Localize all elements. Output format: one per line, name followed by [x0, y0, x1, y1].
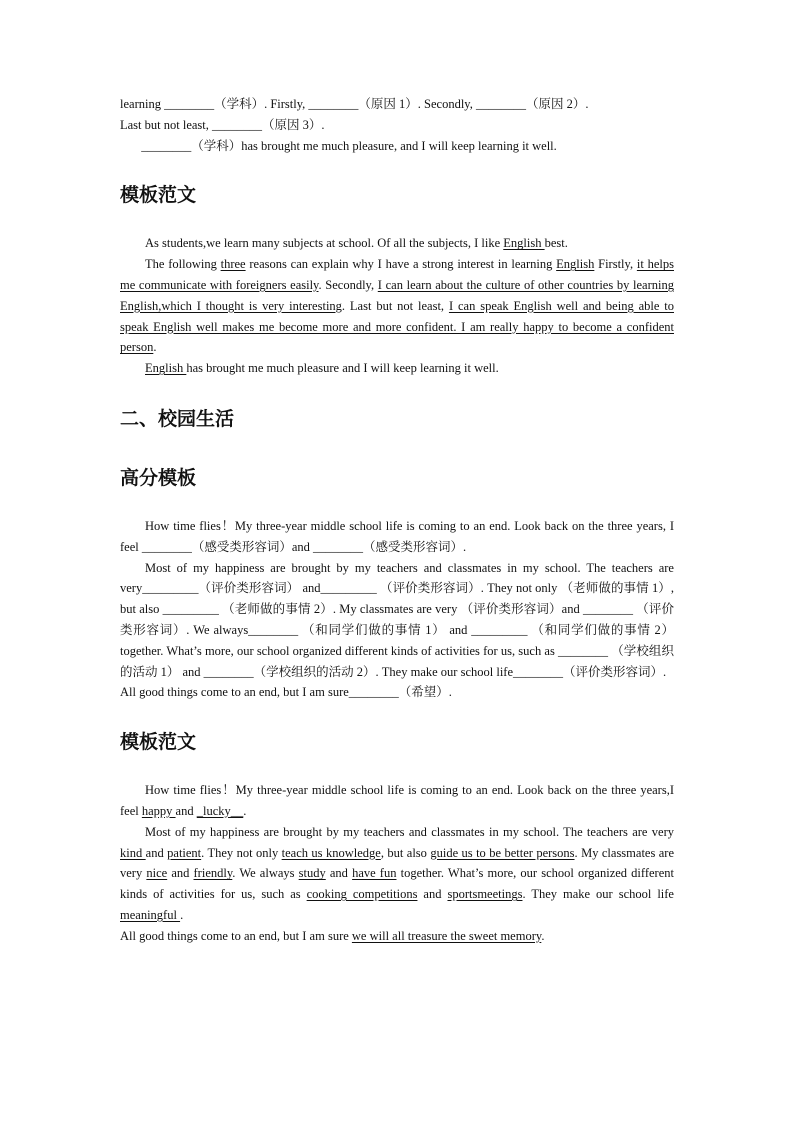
template2-paragraph-3: All good things come to an end, but I am sure________（希望）.: [120, 685, 452, 700]
model2-paragraph-1: How time flies！My three-year middle school life is coming to an end. Look back on the three years,I feel happy and _lucky__.: [120, 783, 674, 818]
model-essay-1: [120, 233, 674, 379]
model1-paragraph-2: The following three reasons can explain why I have a strong interest in learning English Firstly, it helps me communicate with foreigners easily. Secondly, I can learn about the culture of other countries by learning English,which I thought is very interesting. Last but not least, I can speak English well and being able to speak English well makes me become more and more confident. I am really happy to become a confident person.: [120, 257, 674, 355]
template-subject-block: [120, 94, 674, 156]
model1-paragraph-1: As students,we learn many subjects at school. Of all the subjects, I like English best.: [145, 236, 568, 251]
heading-model-essay-1: 模板范文: [120, 184, 197, 207]
template2-paragraph-2: Most of my happiness are brought by my teachers and classmates in my school. The teachers are very_________（评价类形容词） and_________ （评价类形容词）. They not only （老师做的事情 1）, but also _________ （老师做的事情 2）. My classmates are very （评价类形容词）and ________ （评价类形容词）. We always________ （和同学们做的事情 1） and _________ （和同学们做的事情 2）together. What’s more, our school organized different kinds of activities for us, such as ________ （学校组织的活动 1） and ________（学校组织的活动 2）. They make our school life________（评价类形容词）.: [120, 560, 674, 679]
template-line-2: Last but not least, ________（原因 3）.: [120, 117, 325, 132]
model2-paragraph-2: Most of my happiness are brought by my teachers and classmates in my school. The teachers are very kind and patient. They not only teach us knowledge, but also guide us to be better persons. My classmates are very nice and friendly. We always study and have fun together. What’s more, our school organized different kinds of activities for us, such as cooking competitions and sportsmeetings. They make our school life meaningful .: [120, 824, 675, 922]
template-line-3: ________（学科）has brought me much pleasure, and I will keep learning it well.: [141, 138, 557, 153]
heading-section-campus-life: 二、校园生活: [120, 407, 235, 430]
heading-high-score-template: 高分模板: [120, 466, 197, 489]
model-essay-2: [120, 780, 674, 946]
model2-paragraph-3: All good things come to an end, but I am sure we will all treasure the sweet memory.: [120, 928, 545, 943]
heading-model-essay-2: 模板范文: [120, 731, 197, 754]
template-line-1: learning ________（学科）. Firstly, ________（原因 1）. Secondly, ________（原因 2）.: [120, 97, 589, 111]
model1-paragraph-3: English has brought me much pleasure and I will keep learning it well.: [145, 361, 499, 376]
template-campus-block: [120, 516, 674, 703]
template2-paragraph-1: How time flies！My three-year middle school life is coming to an end. Look back on the three years, I feel ________（感受类形容词）and ________（感受类形容词）.: [120, 518, 674, 554]
